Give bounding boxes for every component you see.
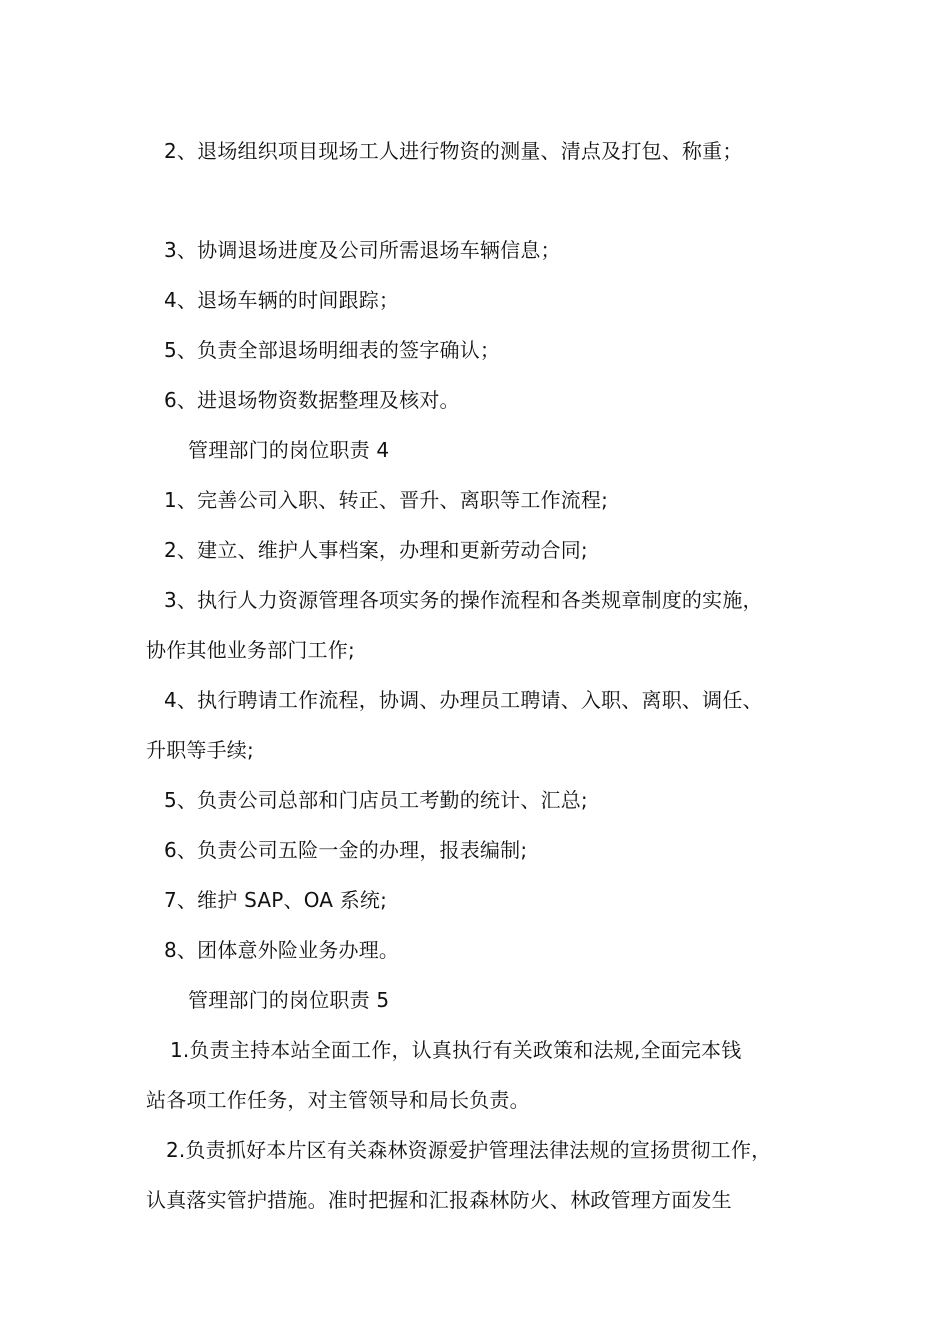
list-item-sign-confirm: 5、负责全部退场明细表的签字确认； <box>164 338 501 362</box>
list-item-group-insurance: 8、团体意外险业务办理。 <box>164 938 400 962</box>
list-item-exit-measure: 2、退场组织项目现场工人进行物资的测量、清点及打包、称重； <box>164 139 743 163</box>
list-item-station-work: 1.负责主持本站全面工作，认真执行有关政策和法规,全面完本钱 <box>170 1038 742 1062</box>
list-item-systems: 7、维护 SAP、OA 系统; <box>164 888 388 912</box>
list-item-archives: 2、建立、维护人事档案，办理和更新劳动合同; <box>164 538 588 562</box>
list-item-insurance: 6、负责公司五险一金的办理，报表编制; <box>164 838 528 862</box>
list-item-recruitment: 4、执行聘请工作流程，协调、办理员工聘请、入职、离职、调任、 <box>164 688 763 712</box>
list-item-hr-process-cont: 协作其他业务部门工作; <box>146 638 355 662</box>
list-item-attendance: 5、负责公司总部和门店员工考勤的统计、汇总; <box>164 788 588 812</box>
section-heading-5: 管理部门的岗位职责 5 <box>188 988 390 1012</box>
list-item-exit-vehicle-info: 3、协调退场进度及公司所需退场车辆信息； <box>164 238 561 262</box>
list-item-forest-law-cont: 认真落实管护措施。准时把握和汇报森林防火、林政管理方面发生 <box>146 1188 732 1212</box>
list-item-vehicle-tracking: 4、退场车辆的时间跟踪； <box>164 288 400 312</box>
list-item-workflow: 1、完善公司入职、转正、晋升、离职等工作流程; <box>164 488 609 512</box>
list-item-recruitment-cont: 升职等手续; <box>146 738 254 762</box>
list-item-forest-law: 2.负责抓好本片区有关森林资源爱护管理法律法规的宣扬贯彻工作， <box>166 1138 772 1162</box>
list-item-data-check: 6、进退场物资数据整理及核对。 <box>164 388 460 412</box>
list-item-station-work-cont: 站各项工作任务，对主管领导和局长负责。 <box>146 1088 530 1112</box>
list-item-hr-process: 3、执行人力资源管理各项实务的操作流程和各类规章制度的实施， <box>164 588 763 612</box>
section-heading-4: 管理部门的岗位职责 4 <box>188 438 390 462</box>
